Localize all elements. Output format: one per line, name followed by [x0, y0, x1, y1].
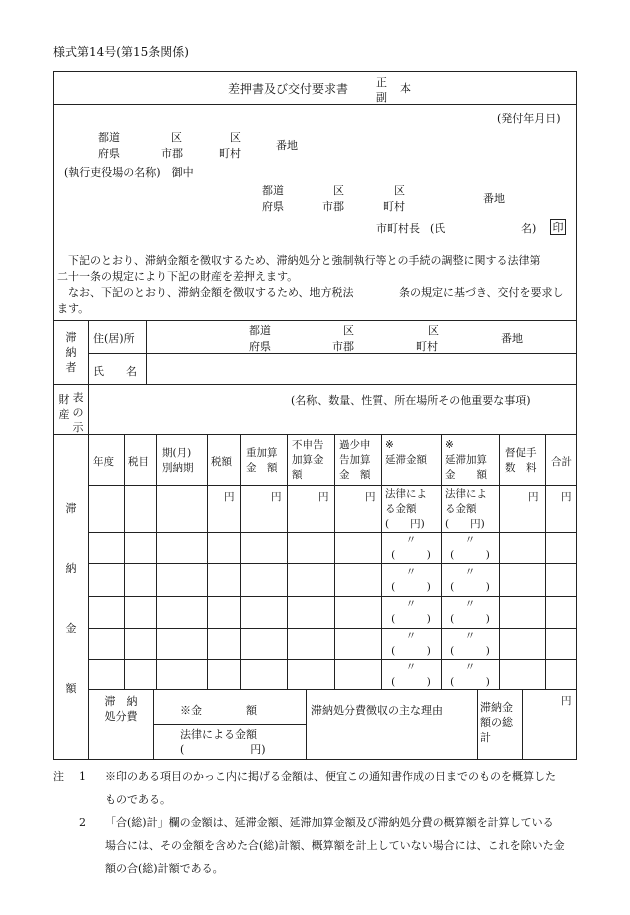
- hdr-under: 過少申 告加算 金 額: [339, 439, 371, 481]
- issue-date: (発付年月日): [497, 112, 561, 125]
- form-title: 差押書及び交付要求書: [228, 82, 349, 96]
- hdr-fee: 督促手 数 料: [505, 447, 537, 474]
- note-2-cont2: 額の合(総)計額である。: [105, 862, 224, 875]
- note-1: 注 1 ※印のある項目のかっこ内に掲げる金額は、便宜この通知書作成の日までのものを概算した: [53, 770, 556, 783]
- amounts-label-4: 額: [65, 682, 77, 695]
- tp-addr-banchi: 番地: [501, 332, 523, 345]
- tp-addr-chouson: 町村: [416, 340, 438, 353]
- hdr-heavy: 重加算 金 額: [246, 447, 278, 474]
- property-label-b: 表 の 示: [72, 391, 84, 434]
- mayor-name-close: 名): [521, 222, 537, 235]
- vrule-c5: [287, 434, 288, 689]
- notes: [53, 765, 583, 880]
- hdr-nondecl: 不申告 加算金 額: [292, 439, 324, 481]
- rule-row5: [88, 659, 577, 660]
- form-number: 様式第14号(第15条関係): [53, 45, 189, 59]
- grand-total-yen: 円: [561, 695, 572, 707]
- rule-body: [53, 320, 577, 321]
- ditto-delay-5: 〃 ( ): [391, 661, 431, 688]
- ditto-delayadd-4: 〃 ( ): [450, 630, 490, 657]
- rule-title: [53, 104, 577, 105]
- hdr-delay-add: ※ 延滞加算 金 額: [445, 439, 487, 481]
- body-line3b: 条の規定に基づき、交付を要求し: [399, 286, 564, 299]
- rule-row1: [88, 532, 577, 533]
- yen-nondecl: 円: [318, 491, 329, 503]
- tp-addr-shigun: 市郡: [332, 340, 354, 353]
- body-line2: 二十一条の規定により下記の財産を差押えます。: [57, 270, 299, 283]
- yen-tax: 円: [224, 491, 235, 503]
- note-2-cont1: 場合には、その金額を含めた合(総)計額、概算額を計上していない場合には、これを除いた金: [105, 839, 565, 852]
- hdr-tax: 税額: [211, 456, 232, 468]
- vrule-d4: [522, 689, 523, 760]
- addr2-ken: 府県: [262, 200, 284, 213]
- taxpayer-address-label: 住(居)所: [93, 332, 135, 345]
- vrule-d2: [306, 689, 307, 760]
- addr1-shigun: 市郡: [161, 147, 183, 160]
- rule-row3: [88, 596, 577, 597]
- taxpayer-label: 滞 納 者: [65, 331, 77, 374]
- title-sei: 正: [376, 76, 387, 89]
- vrule-d3: [477, 689, 478, 760]
- addr1-todofu: 都道: [98, 131, 120, 144]
- addr2-banchi: 番地: [483, 192, 505, 205]
- body-line4: ます。: [57, 302, 90, 315]
- title-fuku: 副: [376, 91, 387, 104]
- hdr-year: 年度: [93, 456, 114, 468]
- ditto-delayadd-5: 〃 ( ): [450, 661, 490, 688]
- disposal-reason-label: 滞納処分費徴収の主な理由: [311, 704, 443, 717]
- rule-taxpayer-end: [53, 384, 577, 385]
- hdr-total: 合計: [551, 456, 572, 468]
- amounts-label-2: 納: [65, 562, 77, 575]
- vrule-taxpayer: [146, 320, 147, 384]
- property-hint: (名称、数量、性質、所在場所その他重要な事項): [291, 394, 531, 407]
- legal-amount-delay: 法律によ る金額 ( 円): [385, 488, 427, 530]
- addr1-ken: 府県: [98, 147, 120, 160]
- rule-row4: [88, 628, 577, 629]
- vrule-c6: [334, 434, 335, 689]
- disposal-amount: ※金 額: [180, 704, 257, 717]
- addr1-ku2: 区: [230, 131, 241, 144]
- yen-total: 円: [561, 491, 572, 503]
- addr2-chouson: 町村: [383, 200, 405, 213]
- addr2-ku: 区: [333, 184, 344, 197]
- disposal-legal: 法律による金額 ( 円): [180, 728, 266, 756]
- yen-heavy: 円: [271, 491, 282, 503]
- tp-addr-ku2: 区: [428, 324, 439, 337]
- addr2-todofu: 都道: [262, 184, 284, 197]
- ditto-delay-2: 〃 ( ): [391, 566, 431, 593]
- ditto-delay-1: 〃 ( ): [391, 534, 431, 561]
- note-2: 2 「合(総)計」欄の金額は、延滞金額、延滞加算金額及び滞納処分費の概算額を計算している: [79, 816, 554, 829]
- rule-disposal-mid: [153, 724, 306, 725]
- vrule-d1: [153, 689, 154, 760]
- mayor-title: 市町村長: [376, 222, 420, 235]
- property-label-a: 財 産: [58, 393, 70, 421]
- mayor-name-open: (氏: [430, 222, 446, 235]
- vrule-c4: [240, 434, 241, 689]
- hdr-item: 税目: [128, 456, 149, 468]
- addr1-banchi: 番地: [276, 139, 298, 152]
- yen-fee: 円: [528, 491, 539, 503]
- title-hon: 本: [400, 82, 411, 95]
- yen-under: 円: [365, 491, 376, 503]
- vrule-c7: [381, 434, 382, 689]
- legal-amount-delay-add: 法律によ る金額 ( 円): [445, 488, 487, 530]
- ditto-delayadd-1: 〃 ( ): [450, 534, 490, 561]
- vrule-c3: [207, 434, 208, 689]
- ditto-delay-4: 〃 ( ): [391, 630, 431, 657]
- body-line1: 下記のとおり、滞納金額を徴収するため、滞納処分と強制執行等との手続の調整に関する法律第: [68, 254, 541, 267]
- vrule-c10: [545, 434, 546, 689]
- ditto-delayadd-3: 〃 ( ): [450, 598, 490, 625]
- tp-addr-ku: 区: [343, 324, 354, 337]
- addressee: (執行吏役場の名称) 御中: [64, 166, 194, 179]
- seal-stamp: 印: [550, 219, 566, 235]
- rule-row2: [88, 563, 577, 564]
- rule-header-end: [88, 485, 577, 486]
- ditto-delayadd-2: 〃 ( ): [450, 566, 490, 593]
- addr1-ku: 区: [171, 131, 182, 144]
- vrule-c8: [441, 434, 442, 689]
- vrule-c9: [499, 434, 500, 689]
- addr2-ku2: 区: [394, 184, 405, 197]
- taxpayer-name-label: 氏 名: [93, 365, 137, 378]
- tp-addr-todofu: 都道: [249, 324, 271, 337]
- addr2-shigun: 市郡: [322, 200, 344, 213]
- tp-addr-ken: 府県: [249, 340, 271, 353]
- vrule-c2: [156, 434, 157, 689]
- vrule-label: [88, 320, 89, 760]
- note-1-cont: ものである。: [105, 793, 171, 806]
- grand-total-label: 滞納金 額の総 計: [480, 701, 513, 744]
- ditto-delay-3: 〃 ( ): [391, 598, 431, 625]
- hdr-delay: ※ 延滞金額: [385, 439, 427, 466]
- vrule-c1: [124, 434, 125, 689]
- rule-row6: [88, 689, 577, 690]
- addr1-chouson: 町村: [219, 147, 241, 160]
- amounts-label-3: 金: [65, 622, 77, 635]
- disposal-label: 滞 納 処分費: [104, 695, 138, 723]
- amounts-label-1: 滞: [65, 502, 77, 515]
- body-line3a: なお、下記のとおり、滞納金額を徴収するため、地方税法: [68, 286, 354, 299]
- hdr-period: 期(月) 別納期: [162, 447, 194, 474]
